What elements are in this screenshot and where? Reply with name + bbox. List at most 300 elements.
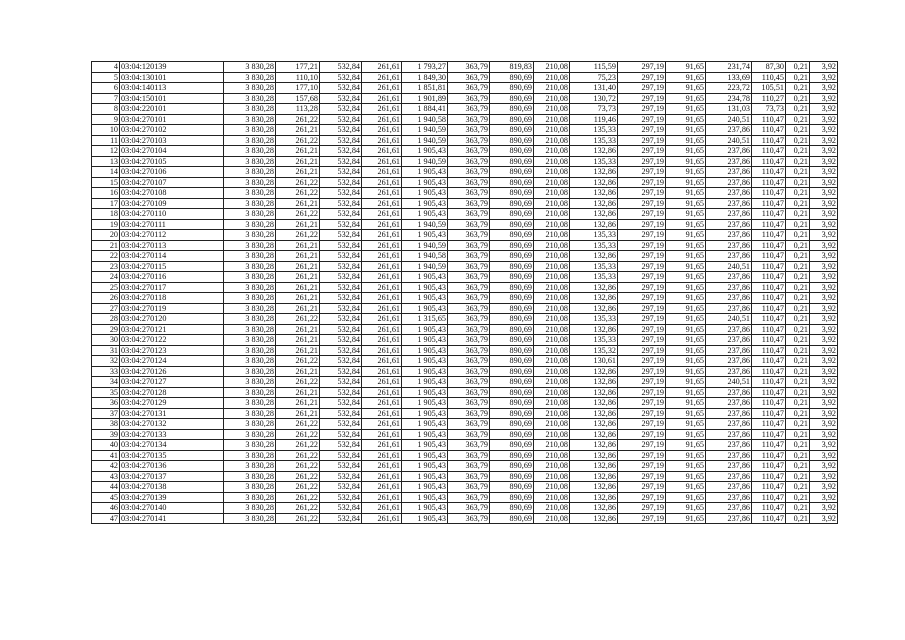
value-cell: 91,65 xyxy=(666,293,706,304)
table-row xyxy=(92,167,838,178)
value-cell: 363,79 xyxy=(448,125,490,136)
value-cell: 210,08 xyxy=(534,345,570,356)
value-cell: 210,08 xyxy=(534,429,570,440)
value-cell: 890,69 xyxy=(490,303,534,314)
table-row xyxy=(92,156,838,167)
value-cell: 261,61 xyxy=(362,209,402,220)
value-cell: 890,69 xyxy=(490,272,534,283)
row-number-cell: 10 xyxy=(92,125,120,136)
row-number-cell: 39 xyxy=(92,429,120,440)
code-cell: 03:04:270120 xyxy=(120,314,224,325)
row-number-cell: 5 xyxy=(92,72,120,83)
table-row xyxy=(92,324,838,335)
value-cell: 261,61 xyxy=(362,513,402,524)
value-cell: 91,65 xyxy=(666,177,706,188)
value-cell: 237,86 xyxy=(706,240,752,251)
value-cell: 0,21 xyxy=(786,251,810,262)
value-cell: 297,19 xyxy=(618,450,666,461)
value-cell: 132,86 xyxy=(570,167,618,178)
value-cell: 1 905,43 xyxy=(402,471,448,482)
value-cell: 132,86 xyxy=(570,492,618,503)
value-cell: 297,19 xyxy=(618,135,666,146)
value-cell: 297,19 xyxy=(618,93,666,104)
value-cell: 297,19 xyxy=(618,335,666,346)
value-cell: 3,92 xyxy=(810,450,838,461)
value-cell: 261,61 xyxy=(362,156,402,167)
value-cell: 110,27 xyxy=(752,93,786,104)
row-number-cell: 11 xyxy=(92,135,120,146)
table-row xyxy=(92,314,838,325)
value-cell: 532,84 xyxy=(320,198,362,209)
value-cell: 261,61 xyxy=(362,366,402,377)
value-cell: 3 830,28 xyxy=(224,93,276,104)
value-cell: 532,84 xyxy=(320,356,362,367)
value-cell: 261,61 xyxy=(362,125,402,136)
value-cell: 890,69 xyxy=(490,482,534,493)
value-cell: 237,86 xyxy=(706,366,752,377)
value-cell: 110,47 xyxy=(752,450,786,461)
value-cell: 3 830,28 xyxy=(224,125,276,136)
value-cell: 210,08 xyxy=(534,398,570,409)
value-cell: 1 905,43 xyxy=(402,482,448,493)
value-cell: 105,51 xyxy=(752,83,786,94)
value-cell: 110,10 xyxy=(276,72,320,83)
value-cell: 261,61 xyxy=(362,251,402,262)
table-row xyxy=(92,387,838,398)
value-cell: 890,69 xyxy=(490,93,534,104)
row-number-cell: 12 xyxy=(92,146,120,157)
value-cell: 237,86 xyxy=(706,513,752,524)
value-cell: 0,21 xyxy=(786,303,810,314)
value-cell: 532,84 xyxy=(320,251,362,262)
value-cell: 297,19 xyxy=(618,492,666,503)
value-cell: 3 830,28 xyxy=(224,272,276,283)
value-cell: 3,92 xyxy=(810,513,838,524)
value-cell: 532,84 xyxy=(320,503,362,514)
value-cell: 1 940,59 xyxy=(402,240,448,251)
table-row xyxy=(92,251,838,262)
value-cell: 91,65 xyxy=(666,251,706,262)
value-cell: 261,22 xyxy=(276,429,320,440)
table-row xyxy=(92,62,838,73)
code-cell: 03:04:270131 xyxy=(120,408,224,419)
value-cell: 532,84 xyxy=(320,125,362,136)
value-cell: 890,69 xyxy=(490,240,534,251)
value-cell: 363,79 xyxy=(448,240,490,251)
value-cell: 210,08 xyxy=(534,198,570,209)
value-cell: 113,28 xyxy=(276,104,320,115)
value-cell: 1 905,43 xyxy=(402,167,448,178)
value-cell: 0,21 xyxy=(786,62,810,73)
value-cell: 363,79 xyxy=(448,366,490,377)
value-cell: 91,65 xyxy=(666,230,706,241)
value-cell: 237,86 xyxy=(706,482,752,493)
value-cell: 110,47 xyxy=(752,209,786,220)
value-cell: 297,19 xyxy=(618,366,666,377)
value-cell: 1 905,43 xyxy=(402,293,448,304)
value-cell: 3,92 xyxy=(810,125,838,136)
value-cell: 261,21 xyxy=(276,366,320,377)
value-cell: 237,86 xyxy=(706,146,752,157)
row-number-cell: 24 xyxy=(92,272,120,283)
row-number-cell: 45 xyxy=(92,492,120,503)
value-cell: 532,84 xyxy=(320,114,362,125)
value-cell: 261,61 xyxy=(362,272,402,283)
value-cell: 363,79 xyxy=(448,303,490,314)
value-cell: 261,61 xyxy=(362,167,402,178)
value-cell: 210,08 xyxy=(534,135,570,146)
code-cell: 03:04:270138 xyxy=(120,482,224,493)
value-cell: 261,21 xyxy=(276,345,320,356)
value-cell: 261,61 xyxy=(362,429,402,440)
value-cell: 130,61 xyxy=(570,356,618,367)
value-cell: 0,21 xyxy=(786,230,810,241)
value-cell: 1 315,65 xyxy=(402,314,448,325)
value-cell: 0,21 xyxy=(786,125,810,136)
value-cell: 261,61 xyxy=(362,450,402,461)
value-cell: 3,92 xyxy=(810,93,838,104)
value-cell: 261,21 xyxy=(276,387,320,398)
value-cell: 1 905,43 xyxy=(402,387,448,398)
value-cell: 1 905,43 xyxy=(402,177,448,188)
value-cell: 0,21 xyxy=(786,114,810,125)
value-cell: 91,65 xyxy=(666,335,706,346)
value-cell: 532,84 xyxy=(320,293,362,304)
value-cell: 1 905,43 xyxy=(402,272,448,283)
value-cell: 0,21 xyxy=(786,272,810,283)
value-cell: 0,21 xyxy=(786,188,810,199)
row-number-cell: 18 xyxy=(92,209,120,220)
value-cell: 532,84 xyxy=(320,345,362,356)
value-cell: 135,33 xyxy=(570,335,618,346)
value-cell: 1 905,43 xyxy=(402,377,448,388)
value-cell: 110,47 xyxy=(752,314,786,325)
value-cell: 0,21 xyxy=(786,72,810,83)
value-cell: 0,21 xyxy=(786,366,810,377)
value-cell: 91,65 xyxy=(666,398,706,409)
value-cell: 110,45 xyxy=(752,72,786,83)
value-cell: 363,79 xyxy=(448,114,490,125)
value-cell: 532,84 xyxy=(320,314,362,325)
value-cell: 210,08 xyxy=(534,387,570,398)
value-cell: 532,84 xyxy=(320,219,362,230)
value-cell: 3,92 xyxy=(810,377,838,388)
value-cell: 237,86 xyxy=(706,450,752,461)
value-cell: 177,21 xyxy=(276,62,320,73)
value-cell: 1 905,43 xyxy=(402,408,448,419)
value-cell: 261,22 xyxy=(276,377,320,388)
value-cell: 261,22 xyxy=(276,135,320,146)
value-cell: 890,69 xyxy=(490,230,534,241)
value-cell: 210,08 xyxy=(534,272,570,283)
value-cell: 363,79 xyxy=(448,450,490,461)
value-cell: 297,19 xyxy=(618,125,666,136)
table-row xyxy=(92,429,838,440)
value-cell: 297,19 xyxy=(618,471,666,482)
table-row xyxy=(92,93,838,104)
value-cell: 261,22 xyxy=(276,209,320,220)
value-cell: 132,86 xyxy=(570,366,618,377)
value-cell: 890,69 xyxy=(490,398,534,409)
value-cell: 0,21 xyxy=(786,450,810,461)
table-row xyxy=(92,104,838,115)
value-cell: 532,84 xyxy=(320,135,362,146)
code-cell: 03:04:270133 xyxy=(120,429,224,440)
value-cell: 261,61 xyxy=(362,198,402,209)
value-cell: 3 830,28 xyxy=(224,83,276,94)
value-cell: 91,65 xyxy=(666,146,706,157)
value-cell: 890,69 xyxy=(490,198,534,209)
value-cell: 890,69 xyxy=(490,209,534,220)
value-cell: 91,65 xyxy=(666,272,706,283)
value-cell: 110,47 xyxy=(752,167,786,178)
value-cell: 132,86 xyxy=(570,303,618,314)
value-cell: 532,84 xyxy=(320,230,362,241)
value-cell: 91,65 xyxy=(666,345,706,356)
code-cell: 03:04:270118 xyxy=(120,293,224,304)
value-cell: 237,86 xyxy=(706,282,752,293)
value-cell: 3 830,28 xyxy=(224,314,276,325)
value-cell: 110,47 xyxy=(752,188,786,199)
value-cell: 297,19 xyxy=(618,513,666,524)
value-cell: 237,86 xyxy=(706,419,752,430)
value-cell: 110,47 xyxy=(752,272,786,283)
value-cell: 1 905,43 xyxy=(402,513,448,524)
value-cell: 110,47 xyxy=(752,366,786,377)
value-cell: 297,19 xyxy=(618,188,666,199)
value-cell: 1 940,59 xyxy=(402,156,448,167)
value-cell: 237,86 xyxy=(706,335,752,346)
value-cell: 3 830,28 xyxy=(224,377,276,388)
value-cell: 3 830,28 xyxy=(224,387,276,398)
value-cell: 237,86 xyxy=(706,198,752,209)
value-cell: 297,19 xyxy=(618,114,666,125)
value-cell: 3,92 xyxy=(810,72,838,83)
table-row xyxy=(92,177,838,188)
value-cell: 91,65 xyxy=(666,83,706,94)
value-cell: 890,69 xyxy=(490,114,534,125)
value-cell: 0,21 xyxy=(786,419,810,430)
value-cell: 363,79 xyxy=(448,293,490,304)
value-cell: 240,51 xyxy=(706,314,752,325)
value-cell: 261,21 xyxy=(276,219,320,230)
value-cell: 0,21 xyxy=(786,314,810,325)
value-cell: 210,08 xyxy=(534,209,570,220)
value-cell: 91,65 xyxy=(666,114,706,125)
row-number-cell: 20 xyxy=(92,230,120,241)
value-cell: 234,78 xyxy=(706,93,752,104)
value-cell: 3 830,28 xyxy=(224,62,276,73)
value-cell: 110,47 xyxy=(752,471,786,482)
value-cell: 1 940,59 xyxy=(402,125,448,136)
value-cell: 1 905,43 xyxy=(402,492,448,503)
value-cell: 297,19 xyxy=(618,146,666,157)
code-cell: 03:04:270108 xyxy=(120,188,224,199)
table-row xyxy=(92,366,838,377)
value-cell: 210,08 xyxy=(534,377,570,388)
value-cell: 3 830,28 xyxy=(224,366,276,377)
value-cell: 297,19 xyxy=(618,356,666,367)
value-cell: 91,65 xyxy=(666,492,706,503)
table-row xyxy=(92,230,838,241)
value-cell: 3,92 xyxy=(810,209,838,220)
value-cell: 3 830,28 xyxy=(224,429,276,440)
value-cell: 0,21 xyxy=(786,177,810,188)
value-cell: 110,47 xyxy=(752,125,786,136)
value-cell: 297,19 xyxy=(618,482,666,493)
value-cell: 3 830,28 xyxy=(224,167,276,178)
value-cell: 297,19 xyxy=(618,461,666,472)
value-cell: 261,22 xyxy=(276,492,320,503)
value-cell: 132,86 xyxy=(570,513,618,524)
value-cell: 261,61 xyxy=(362,482,402,493)
value-cell: 210,08 xyxy=(534,513,570,524)
value-cell: 532,84 xyxy=(320,177,362,188)
value-cell: 210,08 xyxy=(534,482,570,493)
table-row xyxy=(92,209,838,220)
value-cell: 110,47 xyxy=(752,408,786,419)
value-cell: 1 905,43 xyxy=(402,188,448,199)
value-cell: 297,19 xyxy=(618,219,666,230)
value-cell: 237,86 xyxy=(706,356,752,367)
value-cell: 75,23 xyxy=(570,72,618,83)
value-cell: 3,92 xyxy=(810,387,838,398)
value-cell: 532,84 xyxy=(320,377,362,388)
value-cell: 261,61 xyxy=(362,503,402,514)
value-cell: 110,47 xyxy=(752,282,786,293)
row-number-cell: 43 xyxy=(92,471,120,482)
value-cell: 0,21 xyxy=(786,377,810,388)
value-cell: 210,08 xyxy=(534,471,570,482)
value-cell: 110,47 xyxy=(752,293,786,304)
value-cell: 3,92 xyxy=(810,251,838,262)
value-cell: 0,21 xyxy=(786,261,810,272)
value-cell: 532,84 xyxy=(320,419,362,430)
value-cell: 132,86 xyxy=(570,188,618,199)
value-cell: 532,84 xyxy=(320,303,362,314)
code-cell: 03:04:270107 xyxy=(120,177,224,188)
value-cell: 3 830,28 xyxy=(224,72,276,83)
value-cell: 3,92 xyxy=(810,282,838,293)
row-number-cell: 21 xyxy=(92,240,120,251)
value-cell: 110,47 xyxy=(752,240,786,251)
value-cell: 297,19 xyxy=(618,377,666,388)
value-cell: 261,22 xyxy=(276,419,320,430)
value-cell: 261,61 xyxy=(362,188,402,199)
row-number-cell: 42 xyxy=(92,461,120,472)
value-cell: 237,86 xyxy=(706,188,752,199)
value-cell: 1 940,59 xyxy=(402,135,448,146)
value-cell: 210,08 xyxy=(534,356,570,367)
value-cell: 3 830,28 xyxy=(224,335,276,346)
value-cell: 297,19 xyxy=(618,177,666,188)
value-cell: 110,47 xyxy=(752,356,786,367)
value-cell: 91,65 xyxy=(666,408,706,419)
value-cell: 237,86 xyxy=(706,209,752,220)
row-number-cell: 38 xyxy=(92,419,120,430)
value-cell: 237,86 xyxy=(706,440,752,451)
value-cell: 297,19 xyxy=(618,104,666,115)
value-cell: 237,86 xyxy=(706,219,752,230)
value-cell: 0,21 xyxy=(786,345,810,356)
value-cell: 261,21 xyxy=(276,198,320,209)
value-cell: 3 830,28 xyxy=(224,293,276,304)
code-cell: 03:04:270122 xyxy=(120,335,224,346)
row-number-cell: 41 xyxy=(92,450,120,461)
value-cell: 261,61 xyxy=(362,240,402,251)
value-cell: 3 830,28 xyxy=(224,471,276,482)
row-number-cell: 40 xyxy=(92,440,120,451)
value-cell: 890,69 xyxy=(490,167,534,178)
row-number-cell: 13 xyxy=(92,156,120,167)
row-number-cell: 23 xyxy=(92,261,120,272)
value-cell: 890,69 xyxy=(490,513,534,524)
code-cell: 03:04:270102 xyxy=(120,125,224,136)
value-cell: 132,86 xyxy=(570,293,618,304)
code-cell: 03:04:270119 xyxy=(120,303,224,314)
value-cell: 132,86 xyxy=(570,282,618,293)
value-cell: 3 830,28 xyxy=(224,408,276,419)
table-row xyxy=(92,135,838,146)
value-cell: 91,65 xyxy=(666,135,706,146)
code-cell: 03:04:270127 xyxy=(120,377,224,388)
value-cell: 261,61 xyxy=(362,104,402,115)
value-cell: 210,08 xyxy=(534,492,570,503)
value-cell: 261,61 xyxy=(362,230,402,241)
value-cell: 110,47 xyxy=(752,146,786,157)
value-cell: 890,69 xyxy=(490,471,534,482)
table-row xyxy=(92,282,838,293)
value-cell: 890,69 xyxy=(490,156,534,167)
value-cell: 110,47 xyxy=(752,251,786,262)
value-cell: 261,61 xyxy=(362,114,402,125)
code-cell: 03:04:270140 xyxy=(120,503,224,514)
value-cell: 3 830,28 xyxy=(224,482,276,493)
value-cell: 890,69 xyxy=(490,135,534,146)
value-cell: 261,21 xyxy=(276,261,320,272)
table-row xyxy=(92,293,838,304)
value-cell: 297,19 xyxy=(618,230,666,241)
value-cell: 532,84 xyxy=(320,146,362,157)
value-cell: 135,33 xyxy=(570,125,618,136)
value-cell: 91,65 xyxy=(666,482,706,493)
value-cell: 135,33 xyxy=(570,261,618,272)
value-cell: 532,84 xyxy=(320,440,362,451)
value-cell: 237,86 xyxy=(706,272,752,283)
value-cell: 131,03 xyxy=(706,104,752,115)
value-cell: 0,21 xyxy=(786,398,810,409)
value-cell: 363,79 xyxy=(448,156,490,167)
value-cell: 210,08 xyxy=(534,324,570,335)
value-cell: 3 830,28 xyxy=(224,261,276,272)
value-cell: 210,08 xyxy=(534,240,570,251)
row-number-cell: 15 xyxy=(92,177,120,188)
row-number-cell: 17 xyxy=(92,198,120,209)
code-cell: 03:04:150101 xyxy=(120,93,224,104)
value-cell: 210,08 xyxy=(534,408,570,419)
value-cell: 261,22 xyxy=(276,471,320,482)
value-cell: 3,92 xyxy=(810,135,838,146)
value-cell: 237,86 xyxy=(706,167,752,178)
value-cell: 132,86 xyxy=(570,440,618,451)
value-cell: 91,65 xyxy=(666,377,706,388)
value-cell: 73,73 xyxy=(752,104,786,115)
value-cell: 0,21 xyxy=(786,104,810,115)
value-cell: 890,69 xyxy=(490,387,534,398)
value-cell: 3,92 xyxy=(810,503,838,514)
value-cell: 0,21 xyxy=(786,282,810,293)
value-cell: 890,69 xyxy=(490,261,534,272)
